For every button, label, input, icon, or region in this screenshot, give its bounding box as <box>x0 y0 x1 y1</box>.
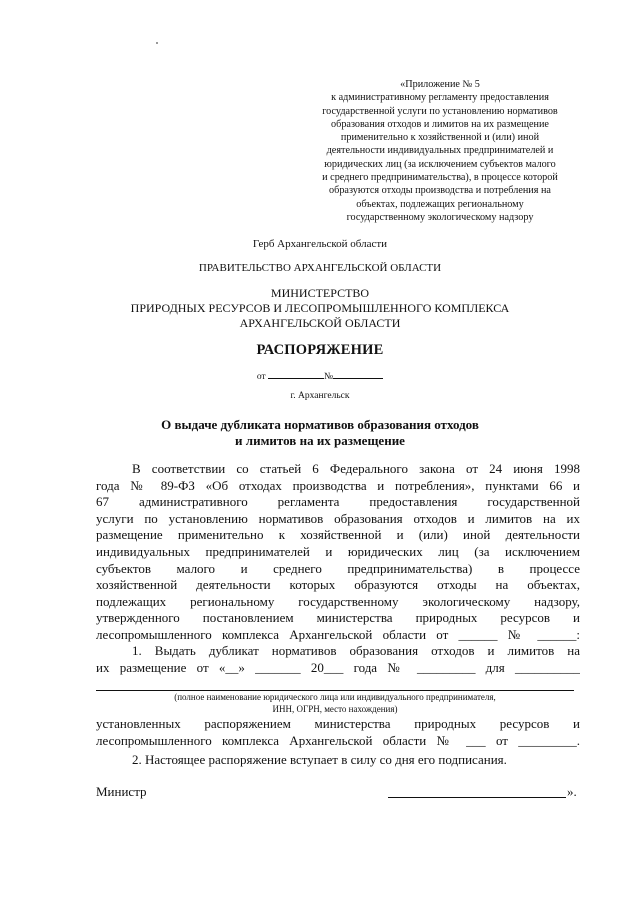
document-type-title: РАСПОРЯЖЕНИЕ <box>256 342 384 358</box>
closing-quote: ». <box>567 784 577 799</box>
appendix-line: к административному регламенту предоставления <box>331 92 549 104</box>
order-date-number <box>0 370 640 382</box>
paragraph-line: индивидуальных предпринимателей и юридических лиц (за исключением <box>96 543 580 559</box>
paragraph-line: лесопромышленного комплекса Архангельской области от ______ № ______: <box>96 626 580 642</box>
paragraph-line: подлежащих региональному государственному экологическому надзору, <box>96 593 580 609</box>
paragraph-line: года № 89-ФЗ «Об отходах производства и потребления», пунктами 66 и <box>96 477 580 493</box>
appendix-line: применительно к хозяйственной и (или) иной <box>340 132 540 144</box>
paragraph-line: В соответствии со статьей 6 Федерального закона от 24 июня 1998 <box>132 461 580 476</box>
subject-line: О выдаче дубликата нормативов образования отходов <box>161 417 479 432</box>
city-label: г. Архангельск <box>290 391 350 401</box>
ministry-name <box>0 286 640 331</box>
appendix-line: образования отходов и лимитов на их размещение <box>331 118 549 130</box>
fill-in-line <box>96 690 574 691</box>
signature-line <box>388 797 566 798</box>
appendix-block <box>300 78 580 224</box>
number-blank <box>333 370 383 379</box>
paragraph-line: 67 административного регламента предоставления государственной <box>96 494 580 510</box>
date-blank <box>268 370 324 379</box>
subject-line: и лимитов на их размещение <box>235 433 405 448</box>
ministry-line: АРХАНГЕЛЬСКОЙ ОБЛАСТИ <box>239 316 401 330</box>
appendix-line: «Приложение № 5 <box>400 79 480 90</box>
hint-line: ИНН, ОГРН, место нахождения) <box>272 703 398 714</box>
item-1-paragraph <box>96 643 580 676</box>
order-subject <box>0 417 640 449</box>
paragraph-line: хозяйственной деятельности которых образуются отходы на объектах, <box>96 577 580 593</box>
paragraph-line: утвержденного постановлением министерства природных ресурсов и <box>96 610 580 626</box>
ministry-line: ПРИРОДНЫХ РЕСУРСОВ И ЛЕСОПРОМЫШЛЕННОГО КОМПЛЕКСА <box>130 301 510 315</box>
appendix-line: юридических лиц (за исключением субъектов малого <box>324 158 556 170</box>
item-2-paragraph <box>96 752 580 769</box>
appendix-line: и среднего предпринимательства), в процессе которой <box>322 172 558 184</box>
ministry-line: МИНИСТЕРСТВО <box>270 286 370 300</box>
number-sign: № <box>324 372 334 382</box>
paragraph-line: 1. Выдать дубликат нормативов образования отходов и лимитов на <box>132 643 580 658</box>
appendix-line: объектах, подлежащих региональному <box>356 198 524 210</box>
appendix-line: государственному экологическому надзору <box>346 211 534 223</box>
paragraph-line: размещение применительно к хозяйственной и (или) иной деятельности <box>96 527 580 543</box>
paragraph-line: 2. Настоящее распоряжение вступает в силу со дня его подписания. <box>132 752 507 767</box>
hint-line: (полное наименование юридического лица или индивидуального предпринимателя, <box>174 692 496 702</box>
government-name: ПРАВИТЕЛЬСТВО АРХАНГЕЛЬСКОЙ ОБЛАСТИ <box>198 262 442 274</box>
item-1-continuation <box>96 716 580 749</box>
preamble-paragraph <box>96 461 580 644</box>
date-prefix: от <box>256 372 266 382</box>
coat-of-arms-label: Герб Архангельской области <box>252 238 388 250</box>
paragraph-line: лесопромышленного комплекса Архангельской области № ___ от _________. <box>96 732 580 748</box>
paragraph-line: субъектов малого и среднего предпринимательства) в процессе <box>96 560 580 576</box>
paragraph-line: установленных распоряжением министерства природных ресурсов и <box>96 716 580 731</box>
fill-in-hint <box>96 692 574 715</box>
signatory-title: Министр <box>96 784 147 799</box>
appendix-line: деятельности индивидуальных предпринимателей и <box>326 145 554 157</box>
appendix-line: образуются отходы производства и потребления на <box>329 185 551 197</box>
scan-speck <box>156 42 158 44</box>
appendix-line: государственной услуги по установлению нормативов <box>322 105 558 117</box>
paragraph-line: их размещение от «__» _______ 20___ года № _________ для __________ <box>96 659 580 675</box>
paragraph-line: услуги по установлению нормативов образования отходов и лимитов на их <box>96 510 580 526</box>
